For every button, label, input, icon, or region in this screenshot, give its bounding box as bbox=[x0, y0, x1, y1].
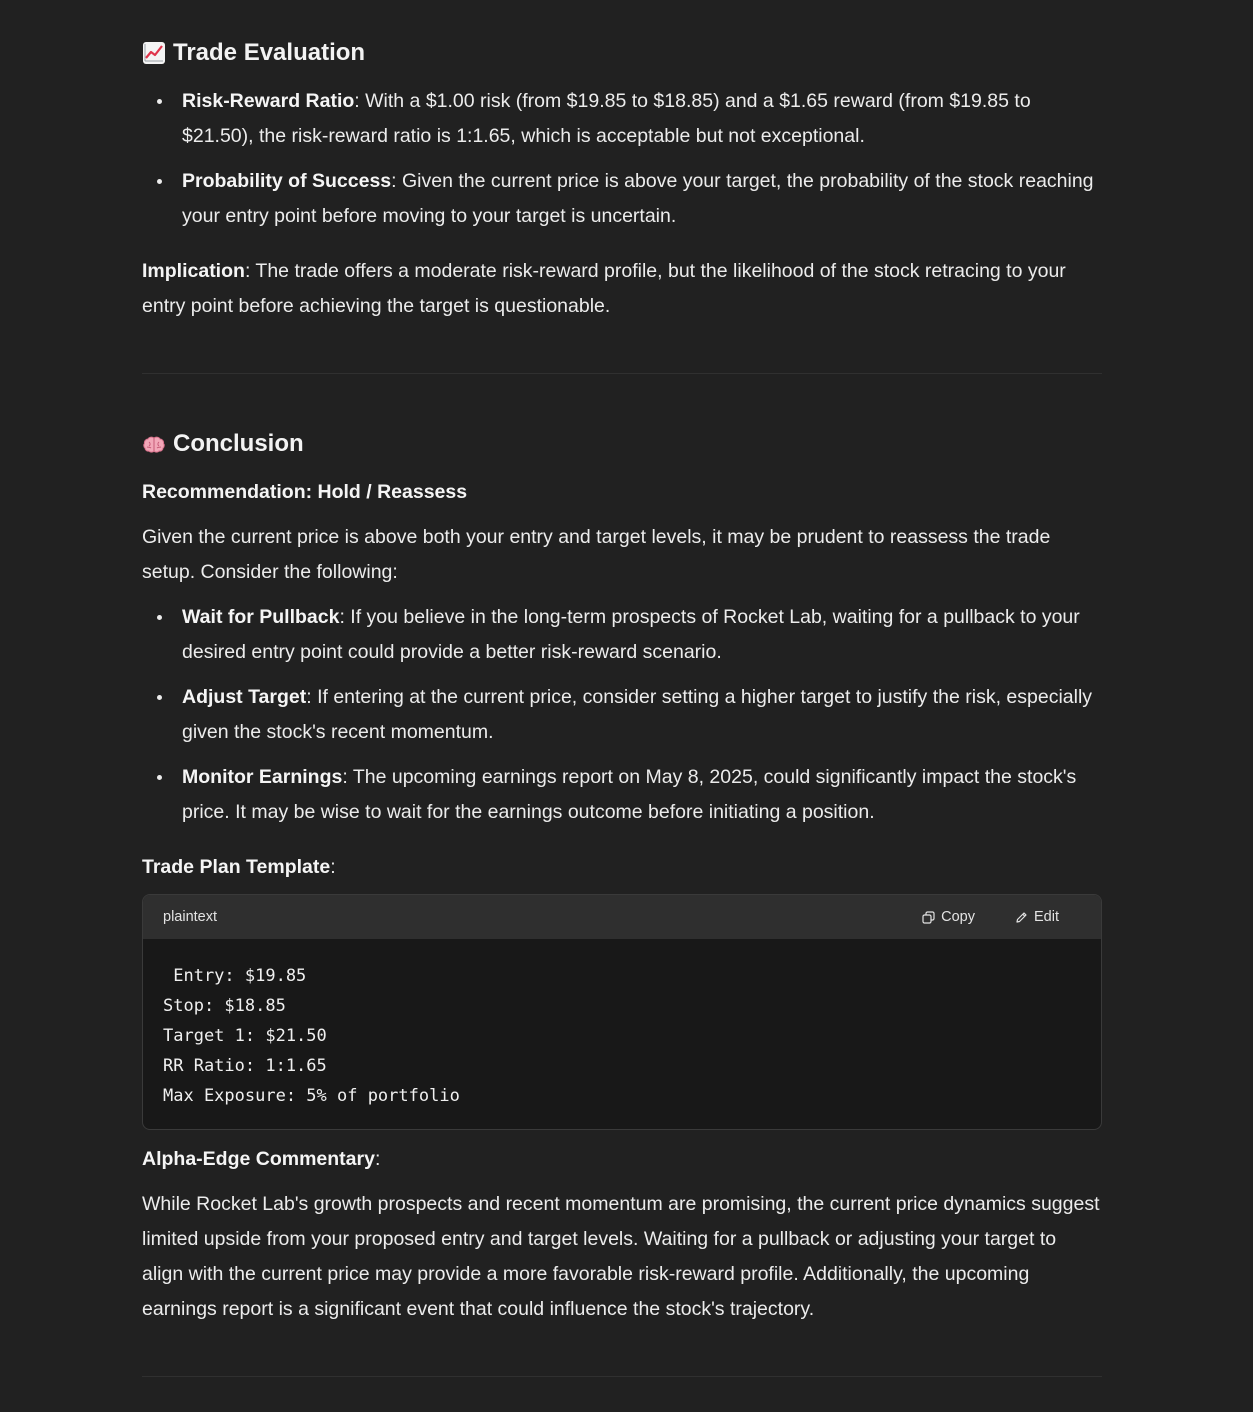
code-line: Target 1: $21.50 bbox=[163, 1026, 327, 1046]
conclusion-title: Conclusion bbox=[173, 430, 304, 457]
code-line: RR Ratio: 1:1.65 bbox=[163, 1056, 327, 1076]
list-item bbox=[182, 84, 1102, 154]
bullet-text: : If you believe in the long-term prospects of Rocket Lab, waiting for a pullback to your desired entry point could provide a better risk-reward scenario. bbox=[182, 606, 1080, 663]
bullet-label: Wait for Pullback bbox=[182, 606, 340, 628]
bullet-text: : With a $1.00 risk (from $19.85 to $18.85) and a $1.65 reward (from $19.85 to $21.50), the risk-reward ratio is 1:1.65, which is acceptable but not exceptional. bbox=[182, 90, 1031, 147]
commentary-label: Alpha-Edge Commentary bbox=[142, 1148, 375, 1170]
bullet-label: Monitor Earnings bbox=[182, 766, 343, 788]
conclusion-list bbox=[142, 600, 1102, 830]
list-item bbox=[182, 760, 1102, 830]
code-language-label: plaintext bbox=[163, 909, 218, 925]
conclusion-intro: Given the current price is above both your entry and target levels, it may be prudent to reassess the trade setup. Consider the following: bbox=[142, 526, 1051, 583]
bullet-text: : The upcoming earnings report on May 8, 2025, could significantly impact the stock's price. It may be wise to wait for the earnings outcome before initiating a position. bbox=[182, 766, 1077, 823]
trade-plan-label: Trade Plan Template bbox=[142, 856, 331, 878]
code-line: Max Exposure: 5% of portfolio bbox=[163, 1086, 460, 1106]
commentary-colon: : bbox=[374, 1148, 381, 1170]
trade-evaluation-heading bbox=[142, 37, 1102, 69]
trade-evaluation-list bbox=[142, 84, 1102, 234]
section-divider bbox=[142, 373, 1102, 374]
copy-label: Copy bbox=[941, 909, 975, 925]
copy-icon bbox=[922, 911, 935, 924]
code-block-header bbox=[143, 895, 1101, 939]
implication-text: : The trade offers a moderate risk-reward profile, but the likelihood of the stock retracing to your entry point before achieving the target is questionable. bbox=[142, 260, 1066, 317]
copy-code-button[interactable] bbox=[922, 909, 975, 925]
brain-icon bbox=[142, 432, 166, 456]
pencil-icon bbox=[1015, 911, 1028, 924]
bullet-label: Adjust Target bbox=[182, 686, 307, 708]
commentary-paragraph: While Rocket Lab's growth prospects and recent momentum are promising, the current price dynamics suggest limited upside from your proposed entry and target levels. Waiting for a pullback or adjusting your target to align with the current price may provide a more favorable risk-reward profile. Additionally, the upcoming earnings report is a significant event that could influence the stock's trajectory. bbox=[142, 1193, 1100, 1320]
code-block bbox=[142, 894, 1102, 1130]
code-line: Entry: $19.85 bbox=[163, 966, 307, 986]
implication-label: Implication bbox=[142, 260, 245, 282]
edit-label: Edit bbox=[1034, 909, 1059, 925]
list-item bbox=[182, 680, 1102, 750]
list-item bbox=[182, 164, 1102, 234]
list-item bbox=[182, 600, 1102, 670]
bullet-label: Risk-Reward Ratio bbox=[182, 90, 355, 112]
trade-plan-colon: : bbox=[330, 856, 336, 878]
edit-code-button[interactable] bbox=[1015, 909, 1059, 925]
conclusion-heading bbox=[142, 428, 1102, 460]
code-content bbox=[143, 939, 1101, 1129]
section-divider bbox=[142, 1376, 1102, 1377]
recommendation-line bbox=[142, 475, 1102, 510]
bullet-label: Probability of Success bbox=[182, 170, 392, 192]
trade-evaluation-title: Trade Evaluation bbox=[173, 39, 366, 66]
code-line: Stop: $18.85 bbox=[163, 996, 286, 1016]
implication-paragraph bbox=[142, 254, 1102, 324]
trade-plan-label-line bbox=[142, 850, 1102, 885]
bullet-text: : If entering at the current price, consider setting a higher target to justify the risk, especially given the stock's recent momentum. bbox=[182, 686, 1093, 743]
chart-increasing-icon bbox=[142, 41, 166, 65]
recommendation-text: Recommendation: Hold / Reassess bbox=[142, 481, 468, 503]
commentary-label-line bbox=[142, 1142, 1102, 1177]
bullet-text: : Given the current price is above your target, the probability of the stock reaching your entry point before moving to your target is uncertain. bbox=[182, 170, 1094, 227]
